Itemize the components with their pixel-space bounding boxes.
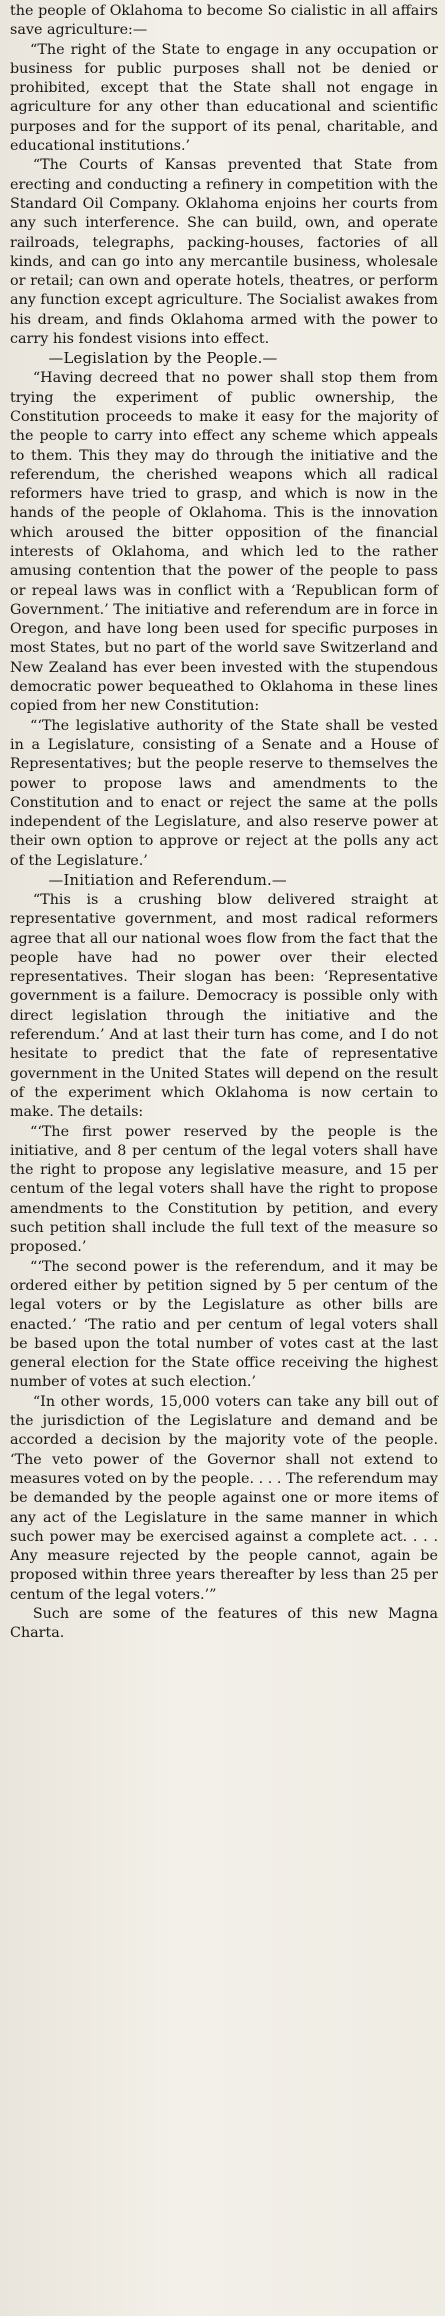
paragraph-closing: Such are some of the features of this new Magna Charta. xyxy=(10,1605,438,1642)
paragraph-second-power-quote: “‘The second power is the referendum, and it may be ordered either by petition signed by 5 per centum of the legal voters or by the Legislature as other bills are enacted.’ ‘The ratio and per centum of legal voters shall be based upon the total number of votes cast at the last general election for the State office receiving the highest number of votes at such election.’ xyxy=(10,1258,438,1391)
paragraph-kansas-courts: “The Courts of Kansas prevented that State from erecting and conducting a refinery in competition with the Standard Oil Company. Oklahoma enjoins her courts from any such interference. She can build, own, and operate railroads, telegraphs, packing-houses, factories of all kinds, and can go into any mercantile business, wholesale or retail; can own and operate hotels, theatres, or perform any function except agriculture. The Socialist awakes from his dream, and finds Oklahoma armed with the power to carry his fondest visions into effect. xyxy=(10,157,438,348)
paragraph-opening: the people of Oklahoma to become So cialistic in all affairs save agriculture:— xyxy=(10,3,438,39)
section-heading-legislation: —Legislation by the People.— xyxy=(48,350,278,368)
paragraph-legislative-authority-quote: “‘The legislative authority of the State shall be vested in a Legislature, consisting of a Senate and a House of Representatives; but the people reserve to themselves the power to propose laws and amendments to the Constitution and to enact or reject the same at the polls independent of the Legislature, and also reserve power at their own option to approve or reject at the polls any act of the Legislature.’ xyxy=(10,717,438,869)
paragraph-public-ownership: “Having decreed that no power shall stop them from trying the experiment of public ownership, the Constitution proceeds to make it easy for the majority of the people to carry into effect any scheme which appeals to them. This they may do through the initiative and the referendum, the cherished weapons which all radical reformers have tried to grasp, and which is now in the hands of the people of Oklahoma. This is the innovation which aroused the bitter opposition of the financial interests of Oklahoma, and which led to the rather amusing contention that the power of the people to pass or repeal laws was in conflict with a ‘Republican form of Government.’ The initiative and referendum are in force in Oregon, and have long been used for specific purposes in most States, but no part of the world save Switzerland and New Zealand has ever been invested with the stupendous democratic power bequeathed to Oklahoma in these lines copied from her new Constitution: xyxy=(10,370,438,715)
section-heading-initiation: —Initiation and Referendum.— xyxy=(48,872,287,890)
paragraph-first-power-quote: “‘The first power reserved by the people is the initiative, and 8 per centum of the legal voters shall have the right to propose any legislative measure, and 15 per centum of the legal voters shall have the right to propose amendments to the Constitution by petition, and every such petition shall include the full text of the measure so proposed.’ xyxy=(10,1123,438,1256)
paragraph-other-words: “In other words, 15,000 voters can take any bill out of the jurisdiction of the Legislature and demand and be accorded a decision by the majority vote of the people. ‘The veto power of the Governor shall not extend to measures voted on by the people. . . . The referendum may be demanded by the people against one or more items of any act of the Legislature in the same manner in which such power may be exercised against a complete act. . . . Any measure rejected by the people cannot, again be proposed within three years thereafter by less than 25 per centum of the legal voters.’” xyxy=(10,1393,438,1603)
paragraph-state-right-quote: “The right of the State to engage in any occupation or business for public purposes shall not be denied or prohibited, except that the State shall not engage in agriculture for any other than educational and scientific purposes and for the support of its penal, charitable, and educational institutions.’ xyxy=(10,41,438,155)
paragraph-crushing-blow: “This is a crushing blow delivered straight at representative government, and most radical reformers agree that all our national woes flow from the fact that the people have had no power over their elected representatives. Their slogan has been: ‘Representative government is a failure. Democracy is possible only with direct legislation through the initiative and the referendum.’ And at last their turn has come, and I do not hesitate to predict that the fate of representative government in the United States will depend on the result of the experiment which Oklahoma is now certain to make. The details: xyxy=(10,892,438,1121)
